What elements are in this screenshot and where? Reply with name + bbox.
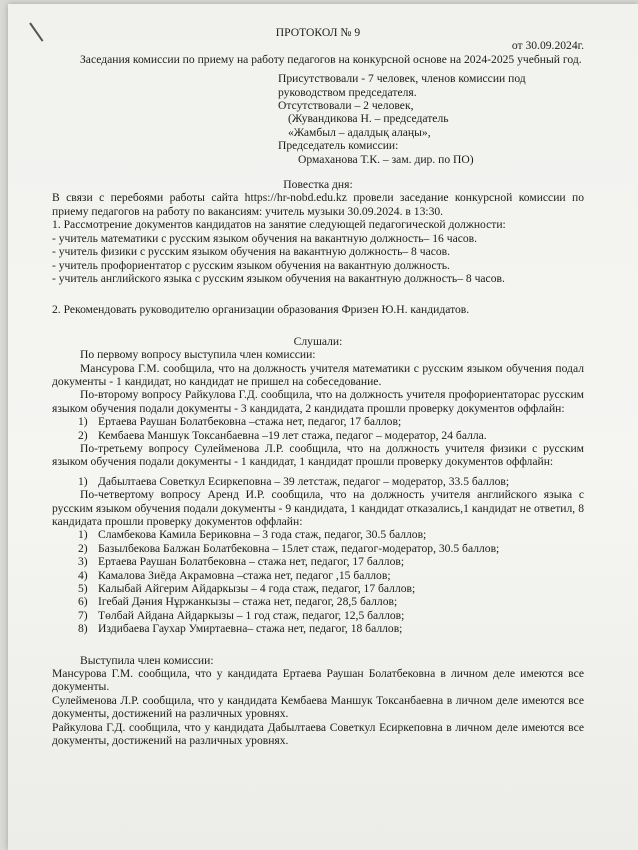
agenda-heading: Повестка дня: [283, 178, 353, 192]
attendance-present-cont: руководством председателя. [278, 85, 417, 99]
attendance-absent-names-1: (Жувандикова Н. – председатель [288, 112, 449, 126]
list-item: 1) Дабылтаева Советкул Есиркеповна – 39 летстаж, педагог – модератор, 33.5 баллов; [78, 474, 510, 488]
attendance-block [278, 72, 584, 166]
attendance-present: Присутствовали - 7 человек, членов комиссии под [278, 72, 526, 86]
agenda-item-2: 2. Рекомендовать руководителю организации образования Фризен Ю.Н. кандидатов. [52, 303, 470, 317]
protocol-date: от 30.09.2024г. [511, 39, 584, 53]
list-item: 7) Төлбай Айдана Айдаркызы – 1 год стаж, педагог, 12,5 баллов; [78, 608, 405, 622]
heard-q4-text: По-четвертому вопросу Аренд И.Р. сообщила, что на должность учителя английского языка с русским языком обучения подали документы - 9 кандидата, 1 кандидат отказались,1 кандидат не ответил, 8 кандидата прошли проверку документов оффлайн: [52, 488, 584, 528]
agenda-position-3: - учитель профориентатор с русским языком обучения на вакантную должность. [52, 258, 450, 272]
list-item: 1) Ертаева Раушан Болатбековна –стажа нет, педагог, 17 баллов; [78, 415, 402, 429]
protocol-intro: Заседания комиссии по приему на работу педагогов на конкурсной основе на 2024-2025 учебный год. [80, 52, 582, 66]
attendance-absent-names-2: «Жамбыл – адалдық алаңы», [288, 125, 431, 139]
spoke-p1: Мансурова Г.М. сообщила, что у кандидата Ертаева Раушан Болатбековна в личном деле имеются все документы. [52, 667, 584, 694]
heard-q3-list [52, 475, 584, 488]
heard-q2-list [52, 415, 584, 442]
pen-mark [29, 22, 43, 41]
spoke-p2: Сулейменова Л.Р. сообщила, что у кандидата Кембаева Маншук Токсанбаевна в личном деле имеются все документы, достижений на различных уровнях. [52, 693, 584, 721]
heard-q3-text: По-третьему вопросу Сулейменова Л.Р. сообщила, что на должность учителя физики с русским языком обучения подали документы - 1 кандидат, 1 кандидат прошли проверку документов оффлайн: [52, 441, 584, 469]
spoke-p3: Райкулова Г.Д. сообщила, что у кандидата Дабылтаева Советкул Есиркеповна в личном деле имеются все документы, достижений на различных уровнях. [52, 720, 584, 748]
attendance-absent: Отсутствовали – 2 человек, [278, 99, 414, 113]
list-item: 4) Камалова Зиёда Акрамовна –стажа нет, педагог ,15 баллов; [78, 568, 391, 582]
attendance-chair-label: Председатель комиссии: [278, 139, 399, 153]
list-item: 2) Кембаева Маншук Токсанбаевна –19 лет стажа, педагог – модератор, 24 балла. [78, 428, 487, 442]
agenda-position-1: - учитель математики с русским языком обучения на вакантную должность– 16 часов. [52, 231, 478, 245]
list-item: 1) Сламбекова Камила Бериковна – 3 года стаж, педагог, 30.5 баллов; [78, 528, 427, 542]
agenda-text: В связи с перебоями работы сайта https://hr-nobd.edu.kz провели заседание конкурсной комиссии по приему педагогов на работу по вакансиям: учитель музыки 30.09.2024. в 13:30. [52, 191, 584, 218]
agenda-position-2: - учитель физики с русским языком обучения на вакантную должность– 8 часов. [52, 245, 451, 259]
list-item: 2) Базылбекова Балжан Болатбековна – 15лет стаж, педагог-модератор, 30.5 баллов; [78, 541, 500, 555]
heard-q2-text: По-второму вопросу Райкулова Г.Д. сообщила, что на должность учителя профориентаторас русским языком обучения подали документы - 3 кандидата, 2 кандидата прошли проверку документов оффлайн: [52, 388, 584, 415]
list-item: 6) Ігебай Дәния Нұржанкызы – стажа нет, педагог, 28,5 баллов; [78, 595, 398, 609]
heard-q4-list [52, 528, 584, 635]
agenda-item-1: 1. Рассмотрение документов кандидатов на занятие следующей педагогической должности: [52, 218, 506, 232]
attendance-chair-name: Ормаханова Т.К. – зам. дир. по ПО) [298, 152, 474, 166]
spoke-heading: Выступила член комиссии: [80, 653, 214, 667]
heard-q1-lead: По первому вопросу выступила член комиссии: [80, 348, 316, 362]
agenda-position-4: - учитель английского языка с русским языком обучения на вакантную должность– 8 часов. [52, 271, 505, 285]
protocol-title: ПРОТОКОЛ № 9 [275, 26, 361, 39]
list-item: 5) Калыбай Айгерим Айдаркызы – 4 года стаж, педагог, 17 баллов; [78, 582, 416, 596]
protocol-document [52, 26, 584, 748]
document-page [8, 4, 638, 850]
list-item: 3) Ертаева Раушан Болатбековна – стажа нет, педагог, 17 баллов; [78, 555, 405, 569]
list-item: 8) Издибаева Гаухар Умиртаевна– стажа нет, педагог, 18 баллов; [78, 622, 403, 636]
heard-q1-text: Мансурова Г.М. сообщила, что на должность учителя математики с русским языком обучения подал документы - 1 кандидат, но кандидат не пришел на собеседование. [52, 361, 584, 388]
heard-heading: Слушали: [293, 334, 343, 348]
